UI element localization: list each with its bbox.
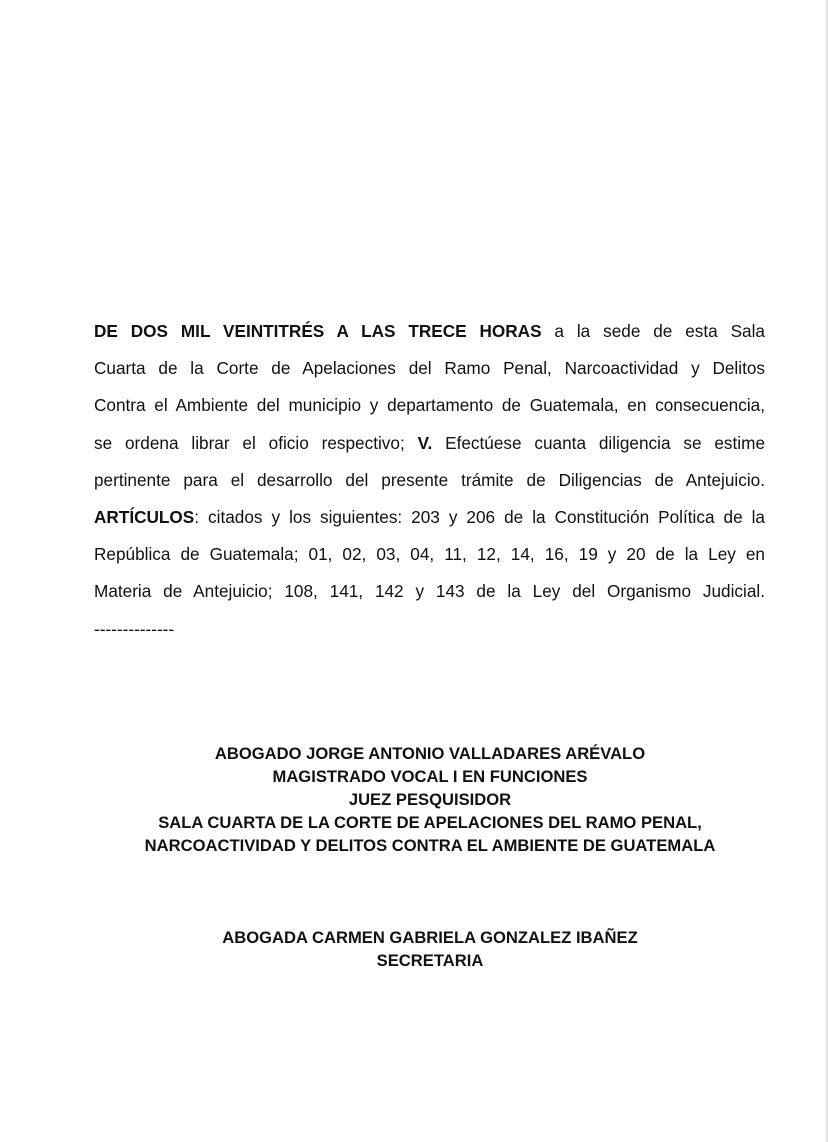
paragraph-line-1 bbox=[94, 313, 765, 350]
signature-block-magistrate bbox=[60, 742, 800, 857]
paragraph-line-4 bbox=[94, 425, 765, 462]
paragraph-line-2: Cuarta de la Corte de Apelaciones del Ramo Penal, Narcoactividad y Delitos bbox=[94, 358, 765, 379]
paragraph-dashes: -------------- bbox=[94, 618, 175, 639]
court-name-line-2: NARCOACTIVIDAD Y DELITOS CONTRA EL AMBIENTE DE GUATEMALA bbox=[144, 836, 716, 855]
line-4-text-before: se ordena librar el oficio respectivo; bbox=[94, 432, 418, 453]
secretary-name: ABOGADA CARMEN GABRIELA GONZALEZ IBAÑEZ bbox=[222, 928, 638, 947]
magistrate-name: ABOGADO JORGE ANTONIO VALLADARES ARÉVALO bbox=[214, 744, 646, 763]
roman-numeral-v: V. bbox=[417, 432, 433, 453]
paragraph-line-6 bbox=[94, 499, 765, 536]
paragraph-line-5: pertinente para el desarrollo del presente trámite de Diligencias de Antejuicio. bbox=[94, 469, 765, 490]
court-name-line-1: SALA CUARTA DE LA CORTE DE APELACIONES DEL RAMO PENAL, bbox=[158, 813, 702, 832]
magistrate-title: MAGISTRADO VOCAL I EN FUNCIONES bbox=[272, 767, 588, 786]
paragraph-line-3: Contra el Ambiente del municipio y departamento de Guatemala, en consecuencia, bbox=[94, 395, 765, 416]
signature-block-secretary bbox=[60, 926, 800, 972]
paragraph-line-8: Materia de Antejuicio; 108, 141, 142 y 143 de la Ley del Organismo Judicial. bbox=[94, 581, 765, 602]
line-4-text-after: Efectúese cuanta diligencia se estime bbox=[432, 432, 765, 453]
magistrate-role: JUEZ PESQUISIDOR bbox=[348, 790, 512, 809]
articulos-heading: ARTÍCULOS bbox=[94, 507, 195, 528]
line-1-text: a la sede de esta Sala bbox=[541, 321, 765, 341]
date-time-bold: DE DOS MIL VEINTITRÉS A LAS TRECE HORAS bbox=[94, 321, 542, 341]
line-6-text: : citados y los siguientes: 203 y 206 de la Constitución Política de la bbox=[194, 507, 765, 528]
secretary-title: SECRETARIA bbox=[376, 951, 484, 970]
paragraph-line-7: República de Guatemala; 01, 02, 03, 04, 11, 12, 14, 16, 19 y 20 de la Ley en bbox=[94, 544, 765, 565]
resolution-paragraph bbox=[94, 313, 765, 648]
